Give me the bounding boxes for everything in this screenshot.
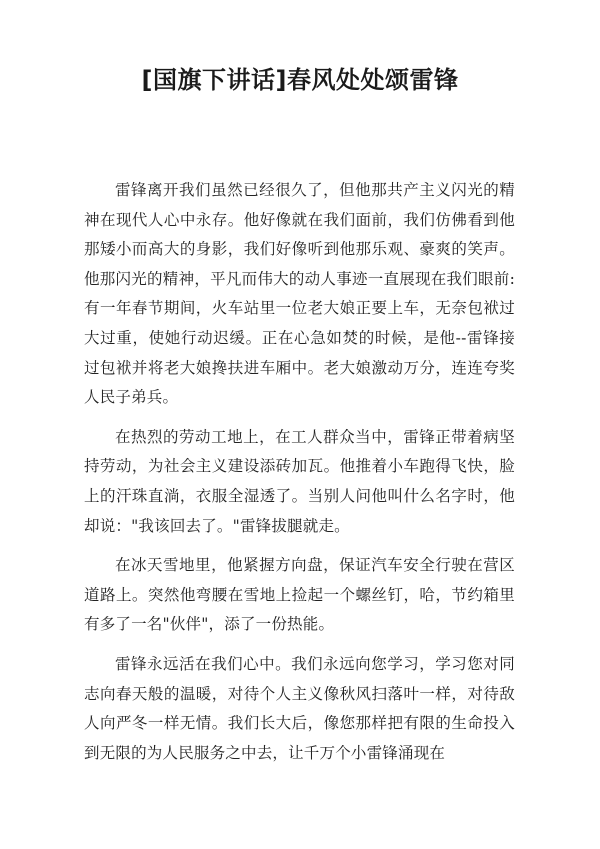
paragraph: 在热烈的劳动工地上，在工人群众当中，雷锋正带着病坚持劳动，为社会主义建设添砖加瓦。他推着小车跑得飞快，脸上的汗珠直淌，衣服全湿透了。当别人问他叫什么名字时，他却说："我该回去了。"雷锋拔腿就走。	[84, 427, 515, 535]
paragraph: 雷锋永远活在我们心中。我们永远向您学习，学习您对同志向春天般的温暖，对待个人主义像秋风扫落叶一样，对待敌人向严冬一样无情。我们长大后，像您那样把有限的生命投入到无限的为人民服务之中去，让千万个小雷锋涌现在	[84, 654, 515, 762]
paragraph: 雷锋离开我们虽然已经很久了，但他那共产主义闪光的精神在现代人心中永存。他好像就在我们面前，我们仿佛看到他那矮小而高大的身影，我们好像听到他那乐观、豪爽的笑声。他那闪光的精神，平凡而伟大的动人事迹一直展现在我们眼前: 有一年春节期间，火车站里一位老大娘正要上车，无奈包袱过大过重，使她行动迟缓。正在心急如焚的时候，是他--雷锋接过包袱并将老大娘搀扶进车厢中。老大娘激动万分，连连夸奖人民子弟兵。	[84, 181, 515, 407]
paragraph: 在冰天雪地里，他紧握方向盘，保证汽车安全行驶在营区道路上。突然他弯腰在雪地上捡起一个螺丝钉，哈，节约箱里有多了一名"伙伴"，添了一份热能。	[84, 556, 515, 634]
page-title: [国旗下讲话]春风处处颂雷锋	[141, 66, 459, 94]
document-body	[84, 176, 515, 778]
